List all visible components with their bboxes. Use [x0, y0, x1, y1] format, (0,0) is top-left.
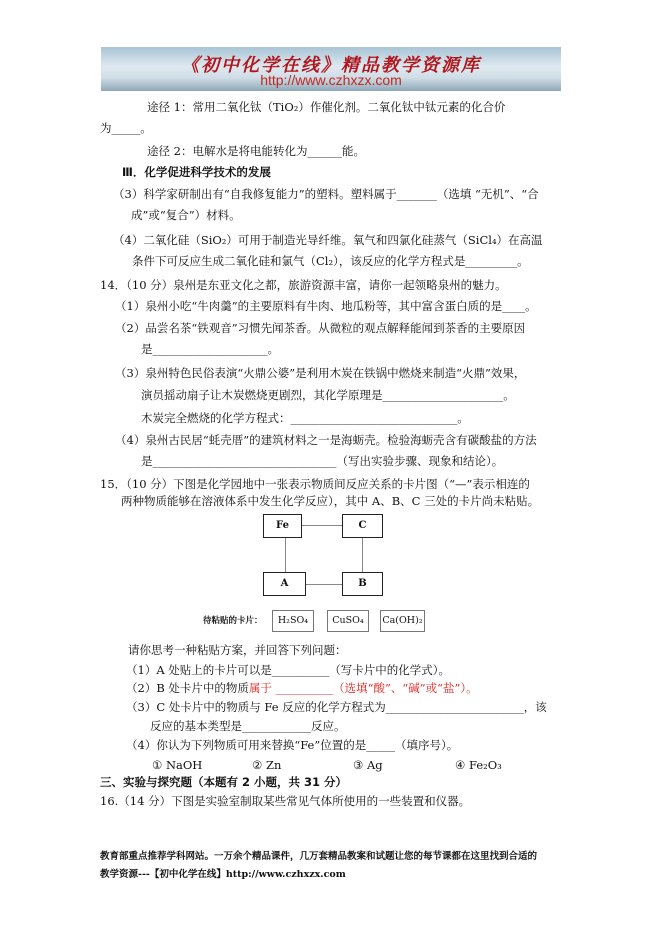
text-line: 条件下可反应生成二氧化硅和氯气（Cl₂），该反应的化学方程式是_________。: [132, 254, 529, 268]
card-cuso4: CuSO₄: [327, 610, 369, 632]
question-14: 14．（10 分）泉州是东亚文化之都，旅游资源丰富，请你一起领略泉州的魅力。: [100, 278, 507, 292]
text-line: 请你思考一种粘贴方案，并回答下列问题：: [128, 643, 347, 657]
text-line: （3）C 处卡片中的物质与 Fe 反应的化学方程式为________________________，该: [126, 700, 547, 714]
text-line: （4）你认为下列物质可用来替换“Fe”位置的是_____（填序号）。: [126, 738, 459, 752]
text-line: 为_____。: [100, 121, 152, 135]
text-line: 木炭完全燃烧的化学方程式：_____________________________。: [141, 411, 469, 425]
question-15: 15．（10 分）下图是化学园地中一张表示物质间反应关系的卡片图（“—”表示相连的: [100, 477, 530, 491]
text-line: （4）泉州古民居“蚝壳厝”的建筑材料之一是海蛎壳。检验海蛎壳含有碳酸盐的方法: [115, 433, 537, 447]
text-line: （2）品尝名茶“铁观音”习惯先闻茶香。从微粒的观点解释能闻到茶香的主要原因: [115, 321, 526, 335]
text-line: （4）二氧化硅（SiO₂）可用于制造光导纤维。氧气和四氯化硅蒸气（SiCl₄）在高温: [113, 233, 543, 247]
connector-line: [301, 525, 343, 526]
connector-line: [285, 537, 286, 573]
section-heading: 三、实验与探究题（本题有 2 小题，共 31 分）: [100, 775, 348, 789]
text-line: [126, 681, 478, 695]
text-line: 是________________________________（写出实验步骤、现象和结论）。: [141, 454, 504, 468]
text-line: 演员摇动扇子让木炭燃烧更剧烈，其化学原理是_____________________。: [141, 388, 515, 402]
card-fe: Fe: [263, 514, 302, 538]
text-line: 途径 2：电解水是将电能转化为______能。: [147, 144, 365, 158]
cards-label: 待粘贴的卡片：: [203, 616, 263, 626]
text-line: 两种物质能够在溶液体系中发生化学反应），其中 A、B、C 三处的卡片尚未粘贴。: [121, 494, 540, 508]
option: ③ Ag: [353, 758, 383, 772]
question-16: 16.（14 分）下图是实验室制取某些常见气体所使用的一些装置和仪器。: [100, 794, 471, 808]
connector-line: [362, 537, 363, 573]
card-c: C: [342, 514, 383, 538]
card-h2so4: H₂SO₄: [272, 610, 314, 632]
text-line: 是____________________。: [141, 342, 279, 356]
option: ② Zn: [252, 758, 282, 772]
text-line: （3）泉州特色民俗表演“火鼎公婆”是利用木炭在铁锅中燃烧来制造“火鼎”效果，: [115, 366, 526, 380]
footer-line: 教学资源---【初中化学在线】http://www.czhxzx.com: [100, 869, 346, 880]
card-b: B: [342, 572, 383, 596]
text-line: 反应的基本类型是____________反应。: [150, 719, 346, 733]
text-segment: （2）B 处卡片中的物质: [126, 681, 249, 695]
option: ① NaOH: [152, 758, 203, 772]
text-line: （1）泉州小吃“牛肉羹”的主要原料有牛肉、地瓜粉等，其中富含蛋白质的是____。: [115, 299, 537, 313]
footer-line: 教育部重点推荐学科网站。一万余个精品课件，几万套精品教案和试题让您的每节课都在这里找到合适的: [100, 851, 538, 862]
section-heading: Ⅲ．化学促进科学技术的发展: [122, 165, 271, 179]
site-banner: [101, 47, 561, 91]
text-line: 途径 1：常用二氧化钛（TiO₂）作催化剂。二氧化钛中钛元素的化合价: [147, 100, 506, 114]
text-line: 成”或“复合”）材料。: [131, 208, 241, 222]
highlighted-text: __________（选填“酸”、“碱”或“盐”）。: [271, 681, 478, 695]
connector-line: [305, 584, 343, 585]
text-line: （3）科学家研制出有“自我修复能力”的塑料。塑料属于_______（选填 “无机”、“合: [113, 187, 539, 201]
highlighted-text: 属于: [248, 681, 272, 695]
banner-url: http://www.czhxzx.com: [260, 72, 402, 88]
card-a: A: [263, 572, 306, 596]
option: ④ Fe₂O₃: [455, 758, 502, 772]
card-caoh2: Ca(OH)₂: [380, 610, 425, 632]
banner-title: 《初中化学在线》精品教学资源库: [181, 55, 481, 76]
text-line: （1）A 处贴上的卡片可以是__________（写卡片中的化学式）。: [126, 663, 451, 677]
